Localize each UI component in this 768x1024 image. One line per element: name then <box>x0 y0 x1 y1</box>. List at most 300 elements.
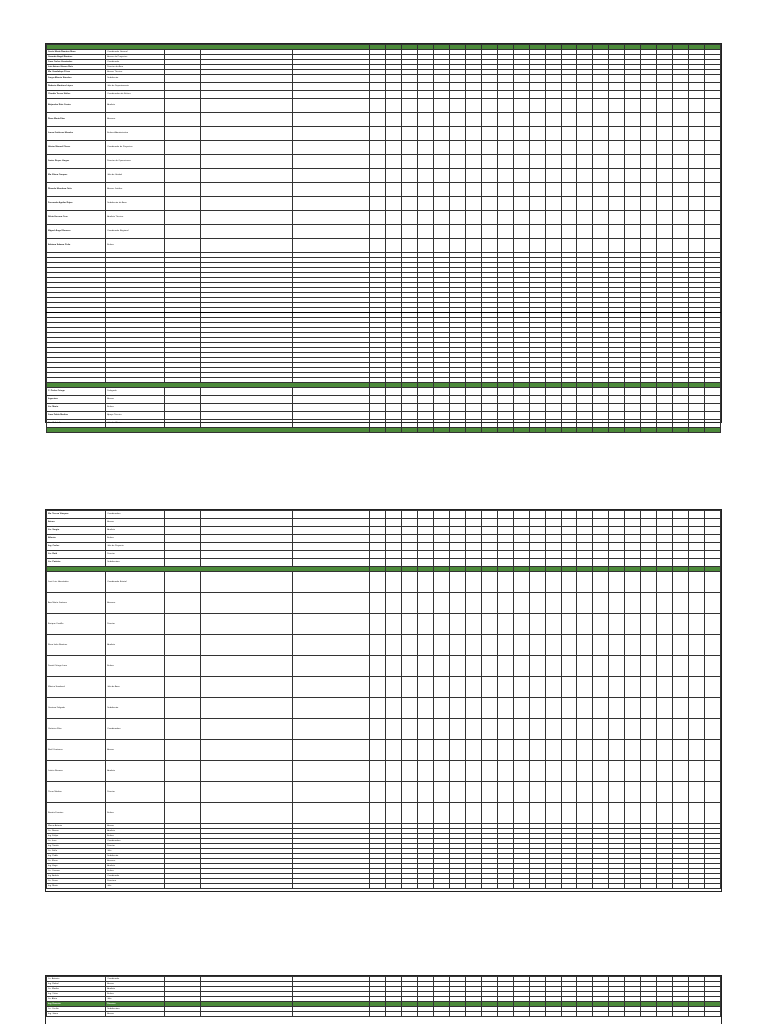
grid-cell <box>465 572 481 593</box>
grid-cell <box>481 761 497 782</box>
grid-cell <box>545 388 561 396</box>
grid-cell <box>545 635 561 656</box>
grid-cell <box>561 740 577 761</box>
grid-cell <box>609 211 625 225</box>
grid-cell <box>497 698 513 719</box>
table-row <box>47 141 721 155</box>
grid-cell <box>609 75 625 83</box>
cell <box>165 740 200 761</box>
grid-cell <box>497 551 513 559</box>
cell: Laura Gutiérrez Morales <box>47 127 106 141</box>
grid-cell <box>577 572 593 593</box>
grid-cell <box>593 677 609 698</box>
grid-cell <box>465 635 481 656</box>
cell <box>200 803 292 824</box>
cell: C. Pedro Ortega <box>47 388 106 396</box>
grid-cell <box>529 614 545 635</box>
grid-cell <box>641 183 657 197</box>
grid-cell <box>609 396 625 404</box>
grid-cell <box>625 155 641 169</box>
grid-cell <box>386 404 402 412</box>
grid-cell <box>513 803 529 824</box>
grid-cell <box>673 127 689 141</box>
grid-cell <box>545 412 561 420</box>
grid-cell <box>513 884 529 889</box>
cell <box>165 614 200 635</box>
grid-cell <box>402 155 418 169</box>
grid-cell <box>609 169 625 183</box>
grid-cell <box>704 1012 720 1017</box>
grid-cell <box>625 404 641 412</box>
grid-cell <box>370 211 386 225</box>
cell: Coordinadora <box>106 511 165 519</box>
grid-cell <box>689 211 705 225</box>
cell: Juan Pablo Medina <box>47 412 106 420</box>
grid-cell <box>481 412 497 420</box>
cell <box>292 155 369 169</box>
cell: Lic. Carmen <box>47 869 106 874</box>
grid-cell <box>434 141 450 155</box>
grid-cell <box>657 740 673 761</box>
cell <box>200 404 292 412</box>
grid-cell <box>402 428 418 433</box>
cell <box>165 404 200 412</box>
grid-cell <box>657 412 673 420</box>
grid-cell <box>449 551 465 559</box>
grid-cell <box>402 719 418 740</box>
grid-cell <box>529 698 545 719</box>
grid-cell <box>657 420 673 428</box>
cell: Raúl Contreras <box>47 740 106 761</box>
grid-cell <box>386 572 402 593</box>
grid-cell <box>689 113 705 127</box>
grid-cell <box>577 698 593 719</box>
grid-cell <box>434 803 450 824</box>
grid-cell <box>434 155 450 169</box>
cell <box>200 127 292 141</box>
grid-cell <box>704 511 720 519</box>
grid-cell <box>418 677 434 698</box>
grid-cell <box>529 183 545 197</box>
grid-cell <box>625 420 641 428</box>
grid-cell <box>545 197 561 211</box>
grid-cell <box>689 535 705 543</box>
cell <box>292 225 369 239</box>
grid-cell <box>449 1012 465 1017</box>
grid-cell <box>513 239 529 253</box>
grid-cell <box>465 719 481 740</box>
grid-cell <box>434 719 450 740</box>
grid-cell <box>577 635 593 656</box>
grid-cell <box>545 551 561 559</box>
cell <box>165 551 200 559</box>
grid-cell <box>704 803 720 824</box>
grid-cell <box>641 614 657 635</box>
grid-cell <box>561 635 577 656</box>
grid-cell <box>704 698 720 719</box>
grid-cell <box>641 420 657 428</box>
grid-cell <box>449 141 465 155</box>
cell: Lic. Gabriela <box>47 420 106 428</box>
grid-cell <box>513 527 529 535</box>
cell: Alejandro Ruiz Castro <box>47 99 106 113</box>
grid-cell <box>481 404 497 412</box>
grid-cell <box>609 740 625 761</box>
grid-cell <box>545 559 561 567</box>
grid-cell <box>561 75 577 83</box>
grid-cell <box>689 141 705 155</box>
grid-cell <box>641 572 657 593</box>
grid-cell <box>625 511 641 519</box>
grid-cell <box>625 551 641 559</box>
grid-cell <box>641 155 657 169</box>
table-row <box>47 169 721 183</box>
grid-cell <box>545 99 561 113</box>
grid-cell <box>465 614 481 635</box>
grid-cell <box>370 614 386 635</box>
grid-cell <box>434 740 450 761</box>
grid-cell <box>561 197 577 211</box>
grid-cell <box>434 593 450 614</box>
grid-cell <box>529 635 545 656</box>
grid-cell <box>418 404 434 412</box>
grid-cell <box>641 428 657 433</box>
grid-cell <box>577 225 593 239</box>
grid-cell <box>434 225 450 239</box>
cell: Asesor <box>106 740 165 761</box>
grid-cell <box>689 614 705 635</box>
cell <box>200 511 292 519</box>
grid-cell <box>545 535 561 543</box>
grid-cell <box>497 884 513 889</box>
grid-cell <box>386 782 402 803</box>
grid-cell <box>593 511 609 519</box>
cell: Subdirectora <box>106 1007 165 1012</box>
grid-cell <box>434 396 450 404</box>
grid-cell <box>481 169 497 183</box>
grid-cell <box>625 113 641 127</box>
cell <box>200 698 292 719</box>
grid-cell <box>641 593 657 614</box>
grid-cell <box>497 388 513 396</box>
grid-cell <box>449 519 465 527</box>
grid-cell <box>545 803 561 824</box>
grid-cell <box>513 99 529 113</box>
grid-cell <box>593 169 609 183</box>
grid-cell <box>513 412 529 420</box>
cell: Arturo <box>47 519 106 527</box>
grid-cell <box>577 99 593 113</box>
grid-cell <box>625 197 641 211</box>
grid-cell <box>577 396 593 404</box>
page-2 <box>0 505 768 895</box>
grid-cell <box>418 761 434 782</box>
grid-cell <box>545 527 561 535</box>
cell: Enlace Administrativo <box>106 127 165 141</box>
grid-cell <box>402 91 418 99</box>
grid-cell <box>434 559 450 567</box>
grid-cell <box>529 197 545 211</box>
grid-cell <box>641 412 657 420</box>
table-row <box>47 1012 721 1017</box>
grid-cell <box>465 428 481 433</box>
cell <box>165 113 200 127</box>
cell <box>200 635 292 656</box>
grid-cell <box>577 75 593 83</box>
grid-cell <box>418 91 434 99</box>
grid-cell <box>497 519 513 527</box>
cell: Asesora <box>106 113 165 127</box>
grid-cell <box>481 75 497 83</box>
grid-cell <box>704 239 720 253</box>
cell: Fernando Aguilar Rojas <box>47 197 106 211</box>
grid-cell <box>497 677 513 698</box>
cell: Enlace <box>106 404 165 412</box>
grid-cell <box>449 719 465 740</box>
grid-cell <box>673 884 689 889</box>
grid-cell <box>529 127 545 141</box>
grid-cell <box>529 572 545 593</box>
grid-cell <box>609 698 625 719</box>
grid-cell <box>497 543 513 551</box>
grid-cell <box>481 141 497 155</box>
cell: Lic. Antonio <box>47 977 106 982</box>
grid-cell <box>418 593 434 614</box>
grid-cell <box>561 519 577 527</box>
grid-cell <box>370 113 386 127</box>
cell: Enrique Castillo <box>47 614 106 635</box>
grid-cell <box>434 428 450 433</box>
grid-cell <box>689 761 705 782</box>
grid-cell <box>465 141 481 155</box>
grid-cell <box>704 396 720 404</box>
grid-cell <box>434 113 450 127</box>
table-row <box>47 740 721 761</box>
grid-cell <box>673 559 689 567</box>
cell: Director <box>106 614 165 635</box>
cell: Coordinador <box>106 60 165 65</box>
grid-cell <box>625 614 641 635</box>
grid-cell <box>370 83 386 91</box>
cell: Analista <box>106 864 165 869</box>
grid-cell <box>418 113 434 127</box>
grid-cell <box>625 75 641 83</box>
cell <box>165 197 200 211</box>
table-row <box>47 91 721 99</box>
grid-cell <box>434 197 450 211</box>
table-row <box>47 183 721 197</box>
grid-cell <box>704 183 720 197</box>
cell: Enlace <box>106 535 165 543</box>
grid-cell <box>673 169 689 183</box>
grid-cell <box>465 519 481 527</box>
cell: Asesor Técnico <box>106 70 165 75</box>
cell: Enlace <box>106 992 165 997</box>
cell <box>165 572 200 593</box>
grid-cell <box>577 420 593 428</box>
cell: Coordinador General <box>106 50 165 55</box>
cell <box>200 1012 292 1017</box>
grid-cell <box>625 740 641 761</box>
grid-cell <box>370 141 386 155</box>
grid-cell <box>561 572 577 593</box>
grid-cell <box>689 656 705 677</box>
grid-cell <box>561 761 577 782</box>
grid-cell <box>561 551 577 559</box>
cell <box>165 511 200 519</box>
cell: Coordinador de Proyectos <box>106 141 165 155</box>
grid-cell <box>625 535 641 543</box>
grid-cell <box>609 141 625 155</box>
grid-cell <box>561 141 577 155</box>
grid-cell <box>434 99 450 113</box>
grid-cell <box>641 551 657 559</box>
cell <box>200 420 292 428</box>
grid-cell <box>689 99 705 113</box>
grid-cell <box>434 83 450 91</box>
grid-cell <box>593 113 609 127</box>
grid-cell <box>561 91 577 99</box>
cell: Ing. Jaime <box>47 1012 106 1017</box>
cell <box>200 83 292 91</box>
cell: Asesor Jurídico <box>106 183 165 197</box>
cell: Jefa de Unidad <box>106 169 165 183</box>
grid-cell <box>577 91 593 99</box>
grid-cell <box>402 420 418 428</box>
cell: Luis Arturo Gómez Ruiz <box>47 65 106 70</box>
grid-cell <box>513 719 529 740</box>
grid-cell <box>625 677 641 698</box>
grid-cell <box>434 388 450 396</box>
grid-cell <box>481 127 497 141</box>
grid-cell <box>593 225 609 239</box>
grid-cell <box>609 593 625 614</box>
grid-cell <box>529 656 545 677</box>
grid-cell <box>577 388 593 396</box>
grid-cell <box>481 83 497 91</box>
table-row <box>47 535 721 543</box>
grid-cell <box>434 404 450 412</box>
cell <box>165 803 200 824</box>
cell <box>292 519 369 527</box>
grid-cell <box>386 740 402 761</box>
cell <box>292 551 369 559</box>
grid-cell <box>657 884 673 889</box>
grid-cell <box>673 420 689 428</box>
cell <box>292 75 369 83</box>
grid-cell <box>402 169 418 183</box>
grid-cell <box>577 141 593 155</box>
grid-cell <box>561 169 577 183</box>
grid-cell <box>481 91 497 99</box>
cell: Analista <box>106 99 165 113</box>
grid-cell <box>641 635 657 656</box>
grid-cell <box>704 572 720 593</box>
grid-cell <box>402 412 418 420</box>
grid-cell <box>641 656 657 677</box>
page-1 <box>0 0 768 440</box>
grid-cell <box>513 551 529 559</box>
grid-cell <box>704 113 720 127</box>
grid-cell <box>704 141 720 155</box>
grid-cell <box>657 635 673 656</box>
grid-cell <box>449 91 465 99</box>
grid-cell <box>641 225 657 239</box>
grid-cell <box>561 656 577 677</box>
grid-cell <box>545 239 561 253</box>
grid-cell <box>593 884 609 889</box>
grid-cell <box>386 239 402 253</box>
grid-cell <box>657 113 673 127</box>
grid-cell <box>689 559 705 567</box>
grid-cell <box>513 428 529 433</box>
grid-cell <box>370 183 386 197</box>
cell <box>292 420 369 428</box>
cell: Jefa <box>106 997 165 1002</box>
grid-cell <box>704 719 720 740</box>
grid-cell <box>561 420 577 428</box>
grid-cell <box>497 761 513 782</box>
grid-cell <box>370 239 386 253</box>
grid-cell <box>545 420 561 428</box>
grid-cell <box>497 656 513 677</box>
grid-cell <box>625 183 641 197</box>
grid-cell <box>402 511 418 519</box>
grid-cell <box>593 698 609 719</box>
grid-cell <box>402 593 418 614</box>
grid-cell <box>497 527 513 535</box>
cell <box>292 239 369 253</box>
grid-cell <box>497 141 513 155</box>
cell <box>165 211 200 225</box>
grid-cell <box>481 183 497 197</box>
cell <box>165 535 200 543</box>
grid-cell <box>673 635 689 656</box>
grid-cell <box>513 635 529 656</box>
table-row <box>47 211 721 225</box>
grid-cell <box>689 396 705 404</box>
cell <box>165 543 200 551</box>
table-row <box>47 197 721 211</box>
grid-cell <box>657 1012 673 1017</box>
grid-cell <box>497 396 513 404</box>
table-row <box>47 388 721 396</box>
grid-cell <box>386 884 402 889</box>
grid-cell <box>577 211 593 225</box>
grid-cell <box>418 211 434 225</box>
grid-cell <box>386 559 402 567</box>
grid-cell <box>689 404 705 412</box>
grid-cell <box>673 614 689 635</box>
grid-cell <box>418 740 434 761</box>
grid-cell <box>609 388 625 396</box>
grid-cell <box>593 211 609 225</box>
cell <box>165 635 200 656</box>
grid-cell <box>481 656 497 677</box>
grid-cell <box>641 197 657 211</box>
grid-cell <box>657 428 673 433</box>
grid-cell <box>529 543 545 551</box>
grid-cell <box>402 404 418 412</box>
cell <box>200 559 292 567</box>
grid-cell <box>673 211 689 225</box>
cell <box>292 614 369 635</box>
grid-cell <box>593 761 609 782</box>
grid-cell <box>402 225 418 239</box>
grid-cell <box>497 197 513 211</box>
grid-cell <box>370 884 386 889</box>
grid-cell <box>529 740 545 761</box>
